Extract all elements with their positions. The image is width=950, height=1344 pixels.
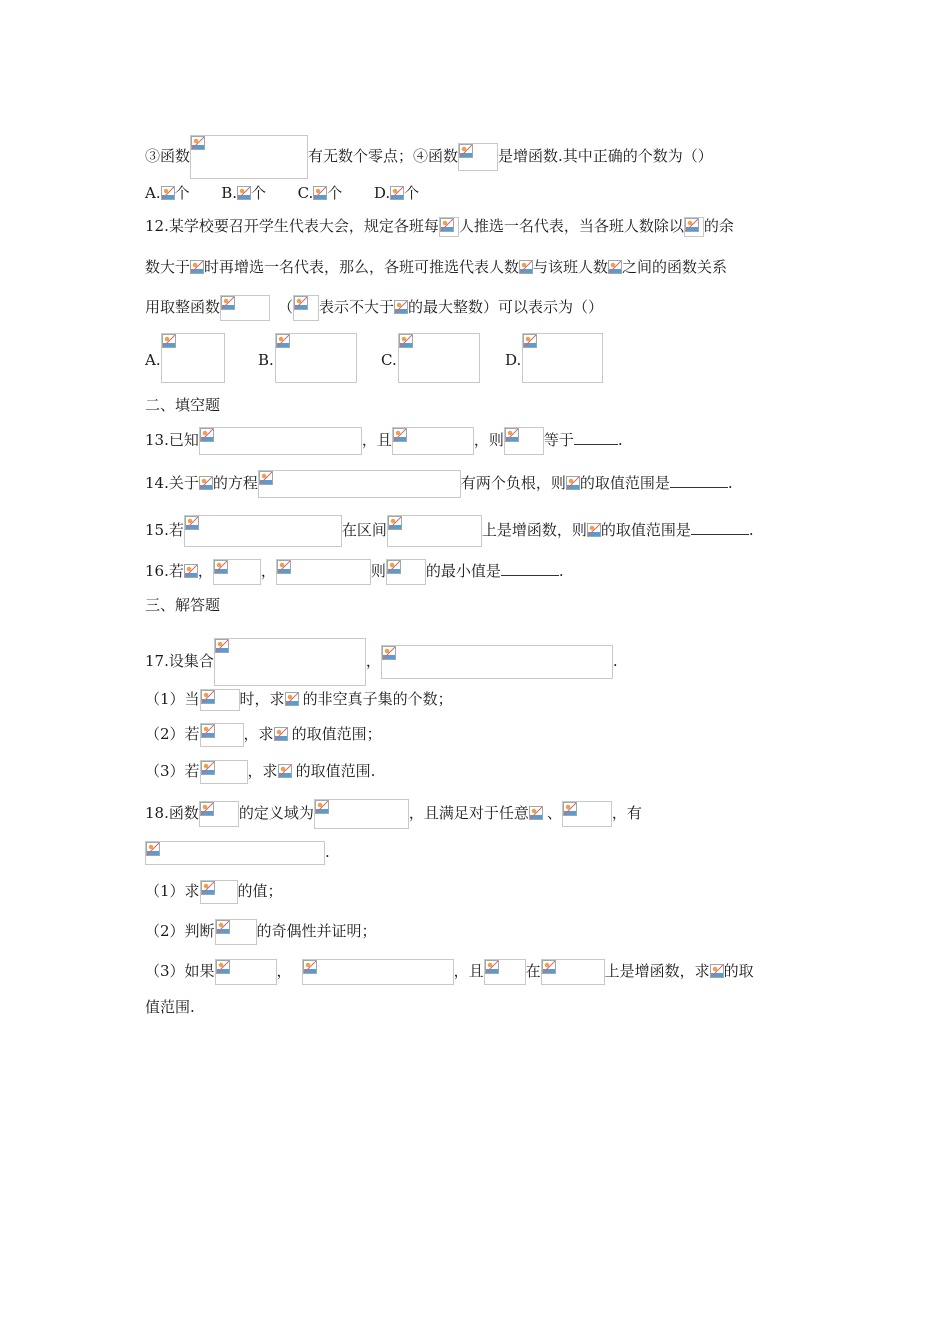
q11-items-line xyxy=(145,135,713,165)
q18-part3-cont: 值范围. xyxy=(145,998,195,1016)
formula-image xyxy=(398,333,480,383)
option-a-label: A. xyxy=(145,351,161,369)
text: 有两个负根，则 xyxy=(460,474,566,492)
text: （3）若 xyxy=(145,762,200,780)
text: 的值； xyxy=(237,882,283,900)
option-b-label: B. xyxy=(258,351,274,369)
q18-part1 xyxy=(145,879,283,903)
text: ，且满足对于任意 xyxy=(408,804,529,822)
formula-image xyxy=(200,880,238,904)
q17-line xyxy=(145,638,618,670)
text: 与该班人数 xyxy=(533,258,609,276)
q18-line2 xyxy=(145,840,330,864)
option-suffix: 个 xyxy=(327,184,343,202)
q18-part2 xyxy=(145,919,377,943)
text: 之间的函数关系 xyxy=(622,258,728,276)
text: 15.若 xyxy=(145,521,184,539)
q11-options xyxy=(145,181,419,205)
text: 的定义域为 xyxy=(238,804,314,822)
q17-part1 xyxy=(145,687,453,711)
text: . xyxy=(748,521,754,539)
text: 的非空真子集的个数； xyxy=(302,690,453,708)
formula-image xyxy=(484,959,526,985)
text: 的取值范围是 xyxy=(579,474,670,492)
formula-image xyxy=(199,476,213,492)
text: ， xyxy=(197,562,213,580)
text: 在区间 xyxy=(341,521,387,539)
option-suffix: 个 xyxy=(174,184,190,202)
formula-image xyxy=(275,333,357,383)
formula-image xyxy=(381,645,613,679)
text: （2）判断 xyxy=(145,922,215,940)
formula-image xyxy=(184,515,342,547)
option-c xyxy=(298,184,343,202)
text: ③函数 xyxy=(145,147,191,165)
option-label: C. xyxy=(297,184,314,202)
text: ， xyxy=(365,652,381,670)
formula-image xyxy=(161,333,225,383)
option-d xyxy=(374,184,419,202)
answer-blank xyxy=(574,430,618,445)
formula-image xyxy=(394,300,408,316)
text: 人推选一名代表，当各班人数除以 xyxy=(458,217,684,235)
q18-part3 xyxy=(145,959,754,983)
text: （2）若 xyxy=(145,725,200,743)
text: 则 xyxy=(370,562,386,580)
text: . xyxy=(727,474,733,492)
formula-image xyxy=(200,723,244,747)
q12-line1 xyxy=(145,214,734,238)
answer-blank xyxy=(691,520,749,535)
formula-image xyxy=(215,959,277,985)
option-c-label: C. xyxy=(381,351,397,369)
text: 的最小值是 xyxy=(425,562,501,580)
text: ，求 xyxy=(247,762,278,780)
formula-image xyxy=(276,559,371,585)
text: 是增函数.其中正确的个数为（） xyxy=(498,147,713,165)
formula-image xyxy=(562,801,612,827)
text: 数大于 xyxy=(145,258,191,276)
text: . xyxy=(558,562,564,580)
formula-image xyxy=(274,727,292,743)
formula-image xyxy=(386,559,426,585)
text: 的奇偶性并证明； xyxy=(256,922,377,940)
formula-image xyxy=(710,964,724,980)
text: （1）求 xyxy=(145,882,200,900)
formula-image xyxy=(214,638,366,686)
formula-image xyxy=(278,764,296,780)
formula-image xyxy=(390,186,404,202)
text: 18.函数 xyxy=(145,804,199,822)
formula-image xyxy=(213,559,261,585)
formula-image xyxy=(237,186,251,202)
text: 12.某学校要召开学生代表大会，规定各班每 xyxy=(145,217,439,235)
text: ，求 xyxy=(243,725,274,743)
formula-image xyxy=(184,564,198,580)
text: ，则 xyxy=(473,431,504,449)
text: 13.已知 xyxy=(145,431,199,449)
q18-line1 xyxy=(145,799,642,823)
formula-image xyxy=(199,427,362,455)
formula-image xyxy=(314,799,409,829)
formula-image xyxy=(258,470,461,498)
text: 17.设集合 xyxy=(145,652,214,670)
option-a xyxy=(145,184,190,202)
text: 用取整函数 xyxy=(145,298,221,316)
text: 、 xyxy=(546,804,562,822)
text: 的方程 xyxy=(212,474,258,492)
text: ， xyxy=(276,962,292,980)
q17-part2 xyxy=(145,722,382,746)
text: 的取值范围是 xyxy=(600,521,691,539)
formula-image xyxy=(145,841,325,865)
text: ，且 xyxy=(361,431,392,449)
formula-image xyxy=(587,523,601,539)
text: ，有 xyxy=(611,804,642,822)
formula-image xyxy=(566,476,580,492)
answer-blank xyxy=(501,561,559,576)
text: 14.关于 xyxy=(145,474,199,492)
formula-image xyxy=(220,295,270,321)
q12-line2 xyxy=(145,255,727,279)
text: 有无数个零点；④函数 xyxy=(308,147,459,165)
text: 的取值范围. xyxy=(295,762,376,780)
text: ，且 xyxy=(453,962,484,980)
text: 表示不大于 xyxy=(319,298,395,316)
formula-image xyxy=(439,217,459,237)
formula-image xyxy=(200,760,248,784)
q15-line xyxy=(145,515,754,539)
text: . xyxy=(612,652,618,670)
formula-image xyxy=(302,959,454,985)
section-heading-answer: 三、解答题 xyxy=(145,596,221,614)
text: 的余 xyxy=(703,217,734,235)
section-heading-fill-in: 二、填空题 xyxy=(145,396,221,414)
text: ， xyxy=(260,562,276,580)
text: . xyxy=(325,843,330,861)
text: 等于 xyxy=(543,431,574,449)
option-b xyxy=(221,184,266,202)
formula-image xyxy=(541,959,605,985)
text: 时再增选一名代表，那么，各班可推选代表人数 xyxy=(204,258,520,276)
option-d-label: D. xyxy=(505,351,522,369)
formula-image xyxy=(200,689,240,711)
text: 的最大整数）可以表示为（） xyxy=(408,298,604,316)
formula-image xyxy=(522,333,603,383)
formula-image xyxy=(215,919,257,945)
formula-image xyxy=(190,135,308,179)
formula-image xyxy=(608,260,622,276)
text: 16.若 xyxy=(145,562,184,580)
text: 在 xyxy=(525,962,541,980)
formula-image xyxy=(293,295,319,321)
formula-image xyxy=(504,427,544,455)
text: （3）如果 xyxy=(145,962,215,980)
q16-line xyxy=(145,559,564,583)
text: 上是增函数，求 xyxy=(604,962,710,980)
text: 的取 xyxy=(723,962,754,980)
formula-image xyxy=(387,515,482,547)
text: 上是增函数，则 xyxy=(481,521,587,539)
option-label: B. xyxy=(221,184,237,202)
formula-image xyxy=(190,260,204,276)
formula-image xyxy=(684,217,704,237)
option-suffix: 个 xyxy=(250,184,266,202)
formula-image xyxy=(529,806,547,822)
formula-image xyxy=(519,260,533,276)
text: 的取值范围； xyxy=(291,725,382,743)
text: （ xyxy=(278,298,294,316)
text: . xyxy=(617,431,623,449)
answer-blank xyxy=(670,473,728,488)
formula-image xyxy=(199,801,239,827)
text: 时，求 xyxy=(239,690,285,708)
formula-image xyxy=(161,186,175,202)
option-label: A. xyxy=(145,184,161,202)
text: （1）当 xyxy=(145,690,200,708)
q13-line xyxy=(145,427,623,451)
option-suffix: 个 xyxy=(404,184,420,202)
formula-image xyxy=(458,143,498,171)
q12-line3 xyxy=(145,295,603,319)
q17-part3 xyxy=(145,759,375,783)
formula-image xyxy=(285,692,303,708)
formula-image xyxy=(392,427,474,455)
option-label: D. xyxy=(373,184,391,202)
formula-image xyxy=(313,186,327,202)
q14-line xyxy=(145,470,733,494)
